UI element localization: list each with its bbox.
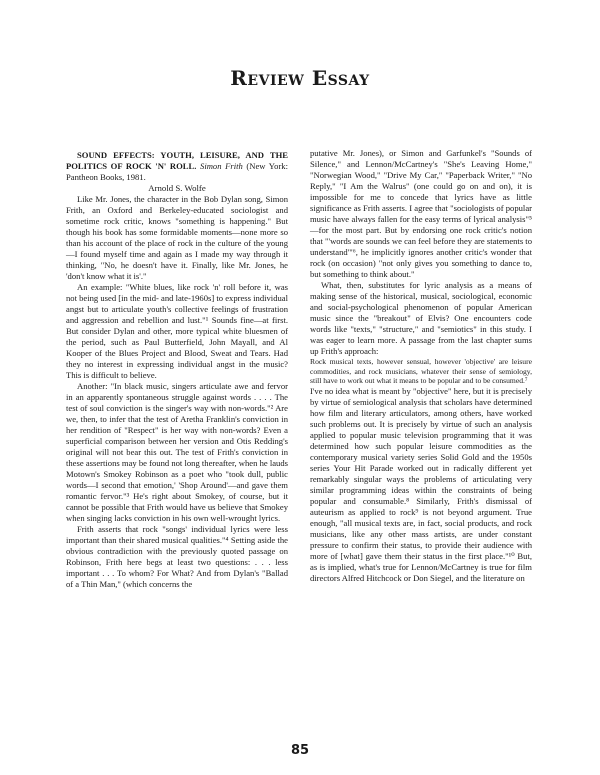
left-paragraph-2: An example: "White blues, like rock 'n' roll before it, was not being used [in the mid- and late-1960s] to express individual angst but to articulate youth's collective feelings of frustration and aggression and rebellion and lust."¹ Sounds fine—at first. But consider Dylan and other, more typical white bluesmen of the period, such as Paul Butterfield, John Mayall, and Al Kooper of the Blues Project and Blood, Sweat and Tears. Had they no interest in expressing individual angst in the music? This is difficult to believe.: [66, 282, 288, 380]
review-heading: SOUND EFFECTS: YOUTH, LEISURE, AND THE POLITICS OF ROCK 'N' ROLL.: [66, 150, 288, 171]
page-title: Review Essay: [230, 66, 370, 90]
left-paragraph-1: Like Mr. Jones, the character in the Bob Dylan song, Simon Frith, an Oxford and Berkeley-educated sociologist and sometime rock critic, knows "something is happening." But though his book has some formidable moments—none more so than his account of the place of rock in the culture of the young—I found myself time and again as I made my way through it thinking, "No, he doesn't have it. Finally, like Mr. Jones, he 'don't know what it is'.": [66, 194, 288, 281]
block-quote: Rock musical texts, however sensual, however 'objective' are leisure commodities, and rock musicians, whatever their sense of semiology, still have to work out what it means to be popular and to be consumed.⁷: [310, 357, 532, 386]
left-column: [66, 150, 288, 590]
left-paragraph-4: Frith asserts that rock "songs' individual lyrics were less important than their shared musical qualities."⁴ Setting aside the obvious contradiction with the previously quoted passage on Robinson, Frith here begs at least two questions: . . . less important . . . To whom? For What? And from Dylan's "Ballad of a Thin Man," (which concerns the: [66, 524, 288, 589]
review-publisher: (New York: Pantheon Books, 1981.: [66, 161, 288, 182]
reviewer-name: Arnold S. Wolfe: [148, 183, 206, 193]
right-paragraph-3: I've no idea what is meant by "objective" here, but it is precisely by virtue of semiological analysis that scholars have determined how film and literary articulators, among others, have worked such problems out. It is precisely by virtue of such an analysis applied to popular music television programming that it was determined how such popular leisure commodities as the contemporary musical variety series Solid Gold and the 1950s series Your Hit Parade worked out in radically different yet remarkably singular ways the problems of articulating very similar programming ideas within the constraints of being popular and consumable.⁸ Similarly, Frith's dismissal of auteurism as applied to rock⁹ is not beyond argument. True enough, "all musical texts are, in fact, social products, and rock musicians, like any other mass artists, are under constant pressure to confirm their status, to provide their audience with more of [what] gave them their status in the first place."¹⁰ But, as is implied, what's true for Lennon/McCartney is true for film directors Alfred Hitchcock or Don Siegel, and the literature on: [310, 385, 532, 583]
review-author: Simon Frith: [200, 161, 243, 171]
right-paragraph-2: What, then, substitutes for lyric analysis as a means of making sense of the historical, musical, sociological, economic and social-psychological phenomenon of popular American music since the "breakout" of Elvis? One encounters code words like "texts," "structure," and "semiotics" in this study. I was eager to learn more. A passage from the last chapter sums up Frith's approach:: [310, 280, 532, 356]
left-paragraph-3: Another: "In black music, singers articulate awe and fervor in an apparently spontaneous struggle against words . . . . The test of soul conviction is the singer's way with non-words."² Are we, then, to infer that the test of Aretha Franklin's conviction in her rendition of "Respect" is her way with non-words? Even a superficial comparison between her version and Otis Redding's original will not bear this out. The test of Frith's conviction in these assertions may be found not long thereafter, when he lauds Motown's Smokey Robinson as a poet who "took dull, public words—I second that emotion,' 'Shop Around'—and gave them romantic fervor."³ He's right about Smokey, of course, but it cannot be possible that Frith would have us believe that Smokey when singing lacks conviction in his own well-wrought lyrics.: [66, 381, 288, 523]
right-column: [310, 148, 532, 584]
right-paragraph-1: putative Mr. Jones), or Simon and Garfunkel's "Sounds of Silence," and Lennon/McCartney's "She's Leaving Home," "Norwegian Wood," "Drive My Car," "Paperback Writer," "No Reply," "I Am the Walrus" (one could go on and on), it is impossible for me to concede that lyrics have as little significance as Frith asserts. I agree that "sociologists of popular music have always fallen for the easy terms of lyrical analysis"⁵—for the most part. But by endorsing one rock critic's notion that "'words are sounds we can feel before they are statements to understand'"⁶, he implicitly ignores another critic's wonder that rock (on occasion) "not only gives you something to dance to, but something to think about.": [310, 148, 532, 279]
review-citation: [66, 150, 288, 183]
page-number: 85: [290, 743, 310, 758]
